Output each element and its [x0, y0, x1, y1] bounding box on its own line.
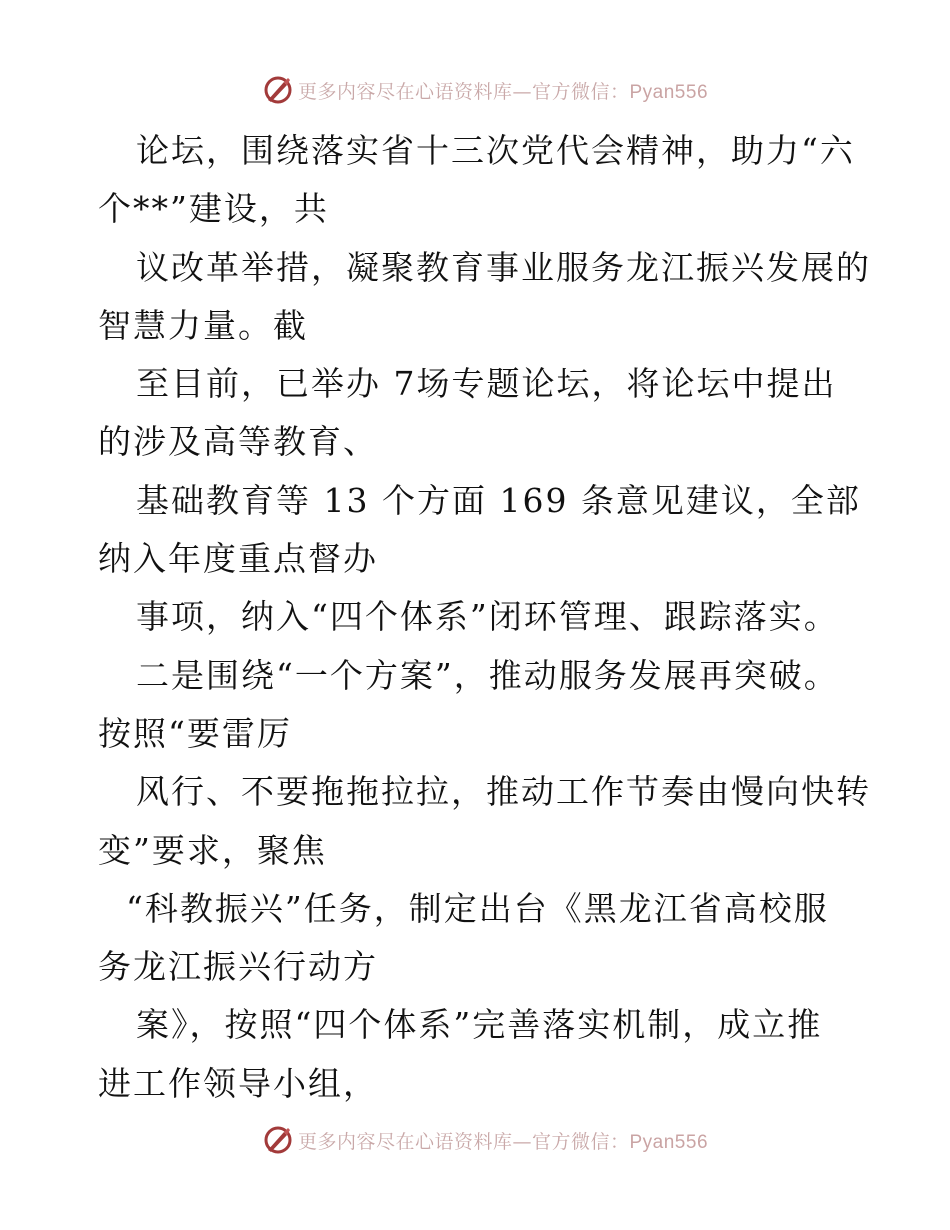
- body-line: 案》，按照“四个体系”完善落实机制，成立推: [136, 1005, 823, 1045]
- body-text: [98, 122, 898, 1113]
- header-banner-label: 更多内容尽在心语资料库—官方微信：: [297, 80, 630, 103]
- body-line: 变”要求，聚焦: [98, 830, 327, 870]
- footer-banner-label: 更多内容尽在心语资料库—官方微信：: [297, 1130, 630, 1153]
- body-line: 进工作领导小组，: [98, 1063, 378, 1103]
- footer-banner-content: [262, 1124, 708, 1156]
- body-line: 个**”建设，共: [98, 189, 329, 229]
- body-line: 风行、不要拖拖拉拉，推动工作节奏由慢向快转: [136, 772, 871, 812]
- body-line: 按照“要雷厉: [98, 713, 292, 753]
- header-wechat-id: Pyan556: [629, 81, 709, 103]
- header-banner-content: [262, 74, 708, 106]
- header-banner-text: [298, 77, 708, 104]
- body-line: 事项，纳入“四个体系”闭环管理、跟踪落实。: [136, 597, 839, 637]
- footer-banner: [0, 1120, 950, 1160]
- body-line: 议改革举措，凝聚教育事业服务龙江振兴发展的: [136, 247, 871, 287]
- body-line: 务龙江振兴行动方: [98, 947, 378, 987]
- body-line: “科教振兴”任务，制定出台《黑龙江省高校服: [126, 888, 829, 928]
- header-banner: [0, 70, 950, 110]
- body-line: 纳入年度重点督办: [98, 539, 378, 579]
- footer-wechat-id: Pyan556: [629, 1131, 709, 1153]
- body-line: 论坛，围绕落实省十三次党代会精神，助力“六: [136, 131, 855, 170]
- footer-banner-text: [298, 1127, 708, 1154]
- body-line: 至目前，已举办 7场专题论坛，将论坛中提出: [136, 364, 837, 404]
- body-line: 二是围绕“一个方案”，推动服务发展再突破。: [136, 655, 839, 695]
- pen-seal-logo-icon: [262, 1124, 294, 1156]
- body-line: 基础教育等 13 个方面 169 条意见建议，全部: [136, 480, 861, 520]
- body-line: 的涉及高等教育、: [98, 422, 378, 462]
- pen-seal-logo-icon: [262, 74, 294, 106]
- body-line: 智慧力量。截: [98, 305, 308, 345]
